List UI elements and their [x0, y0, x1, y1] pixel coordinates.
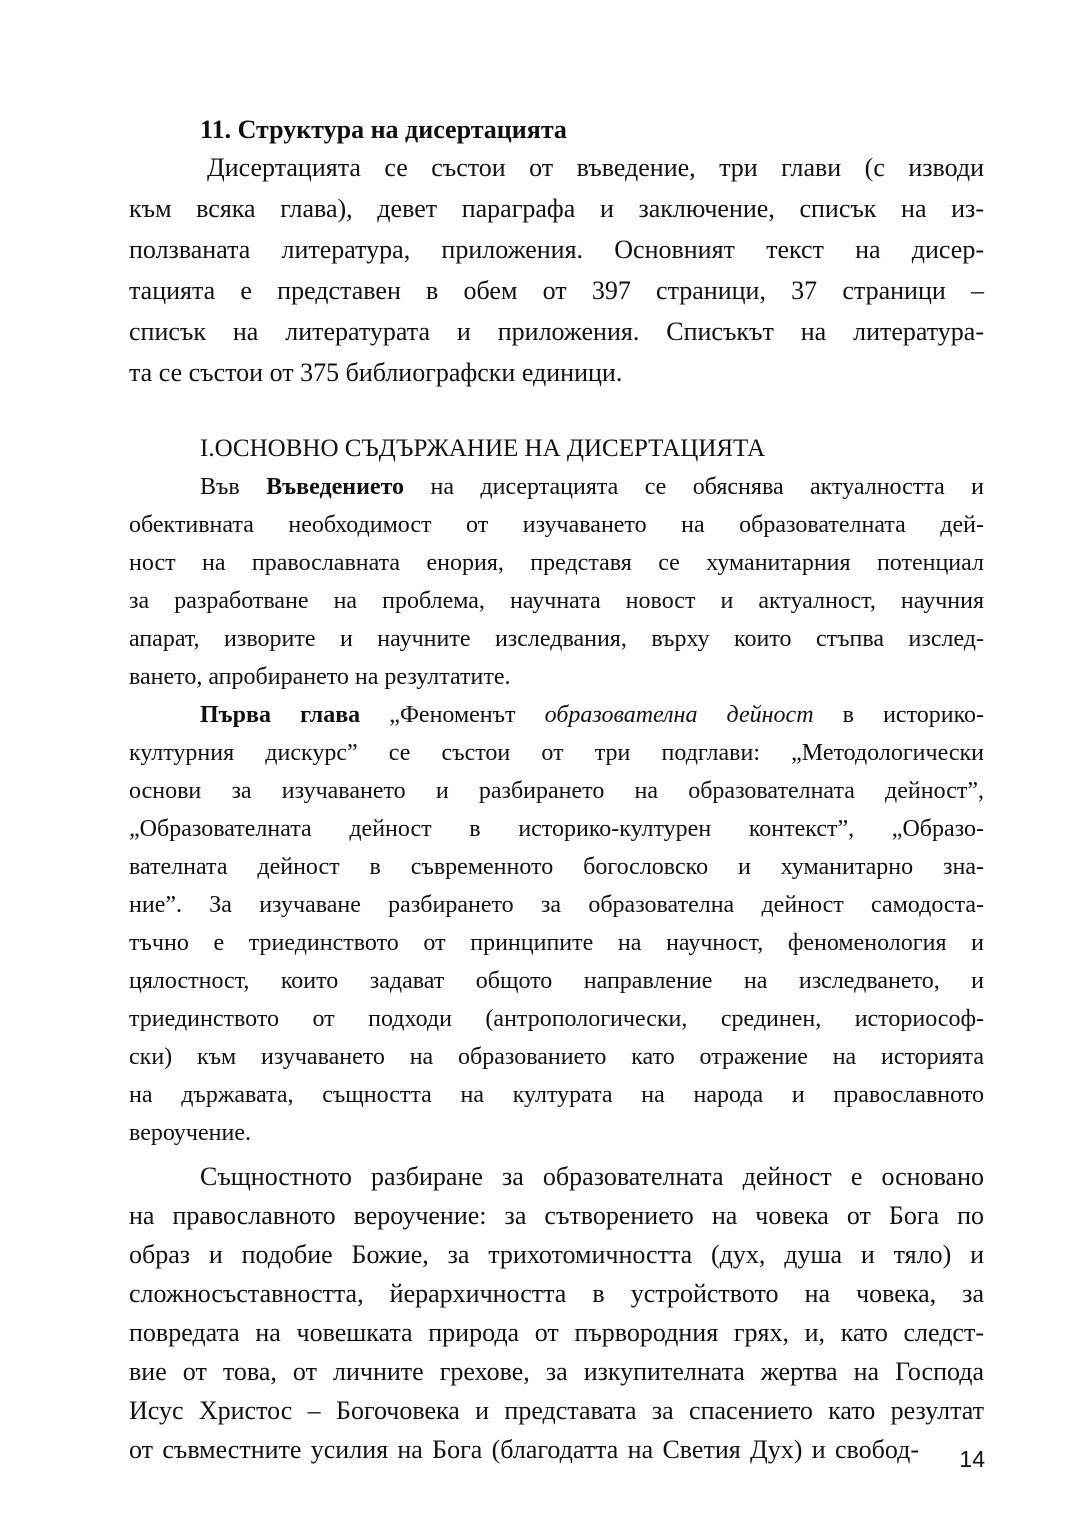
first-chapter-line-5: вателната дейност в съвременното богословско и хуманитарно зна-: [129, 854, 984, 880]
first-chapter-line-3: основи за изучаването и разбирането на образователната дейност”,: [129, 778, 984, 804]
essence-line-8: от съвместните усилия на Бога (благодатта на Светия Дух) и свобод-: [129, 1435, 919, 1464]
first-chapter-bold-term: Първа глава: [200, 702, 361, 728]
first-chapter-line-8: цялостност, които задават общото направление на изследването, и: [129, 968, 984, 994]
intro-line-3: ползваната литература, приложения. Основният текст на дисер-: [129, 235, 984, 264]
first-chapter-line-9: триединството от подходи (антропологически, срединен, историософ-: [129, 1006, 984, 1032]
page-number: 14: [959, 1446, 985, 1472]
essence-line-1: Същностното разбиране за образователната дейност е основано: [200, 1162, 984, 1191]
first-chapter-line-6: ние”. За изучаване разбирането за образователна дейност самодоста-: [129, 892, 984, 918]
essence-line-2: на православното вероучение: за сътворението на човека от Бога по: [129, 1201, 984, 1230]
introduction-line-4: за разработване на проблема, научната новост и актуалност, научния: [129, 588, 984, 614]
introduction-line-2: обективната необходимост от изучаването на образователната дей-: [129, 512, 984, 538]
first-chapter-line-1-rest: в историко-: [842, 702, 985, 728]
first-chapter-line-4: „Образователната дейност в историко-културен контекст”, „Образо-: [129, 816, 984, 842]
intro-line-1: Дисертацията се състои от въведение, три глави (с изводи: [207, 153, 984, 182]
chapter-heading: I.ОСНОВНО СЪДЪРЖАНИЕ НА ДИСЕРТАЦИЯТА: [200, 435, 766, 462]
introduction-bold-term: Въведението: [266, 474, 405, 500]
first-chapter-line-1: [200, 696, 984, 734]
first-chapter-line-7: тъчно е триединството от принципите на научност, феноменология и: [129, 930, 984, 956]
introduction-line-1: [200, 468, 984, 506]
essence-line-3: образ и подобие Божие, за трихотомичността (дух, душа и тяло) и: [129, 1240, 984, 1269]
essence-line-4: сложносъставността, йерархичността в устройството на човека, за: [129, 1279, 984, 1308]
introduction-lead: Във: [200, 474, 240, 500]
introduction-line-6: ването, апробирането на резултатите.: [129, 664, 511, 690]
first-chapter-line-11: на държавата, същността на културата на народа и православното: [129, 1082, 984, 1108]
intro-line-5: списък на литературата и приложения. Списъкът на литература-: [129, 317, 984, 346]
essence-line-5: повредата на човешката природа от първородния грях, и, като следст-: [129, 1318, 984, 1347]
introduction-line-3: ност на православната енория, представя се хуманитарния потенциал: [129, 550, 984, 576]
introduction-line-1-rest: на дисертацията се обяснява актуалността и: [430, 474, 984, 500]
first-chapter-quote-start: „Феноменът: [389, 702, 516, 728]
first-chapter-line-10: ски) към изучаването на образованието като отражение на историята: [129, 1044, 984, 1070]
introduction-line-5: апарат, изворите и научните изследвания, върху които стъпва изслед-: [129, 626, 984, 652]
essence-line-6: вие от това, от личните грехове, за изкупителната жертва на Господа: [129, 1357, 984, 1386]
intro-line-6: та се състои от 375 библиографски единици.: [129, 358, 623, 387]
section-heading: 11. Структура на дисертацията: [200, 115, 567, 144]
first-chapter-line-2: културния дискурс” се състои от три подглави: „Методологически: [129, 740, 984, 766]
first-chapter-italic-term: образователна дейност: [544, 702, 814, 728]
essence-line-7: Исус Христос – Богочовека и представата за спасението като резултат: [129, 1396, 984, 1425]
first-chapter-line-12: вероучение.: [129, 1120, 251, 1146]
intro-line-4: тацията е представен в обем от 397 страници, 37 страници –: [129, 276, 984, 305]
intro-line-2: към всяка глава), девет параграфа и заключение, списък на из-: [129, 194, 984, 223]
